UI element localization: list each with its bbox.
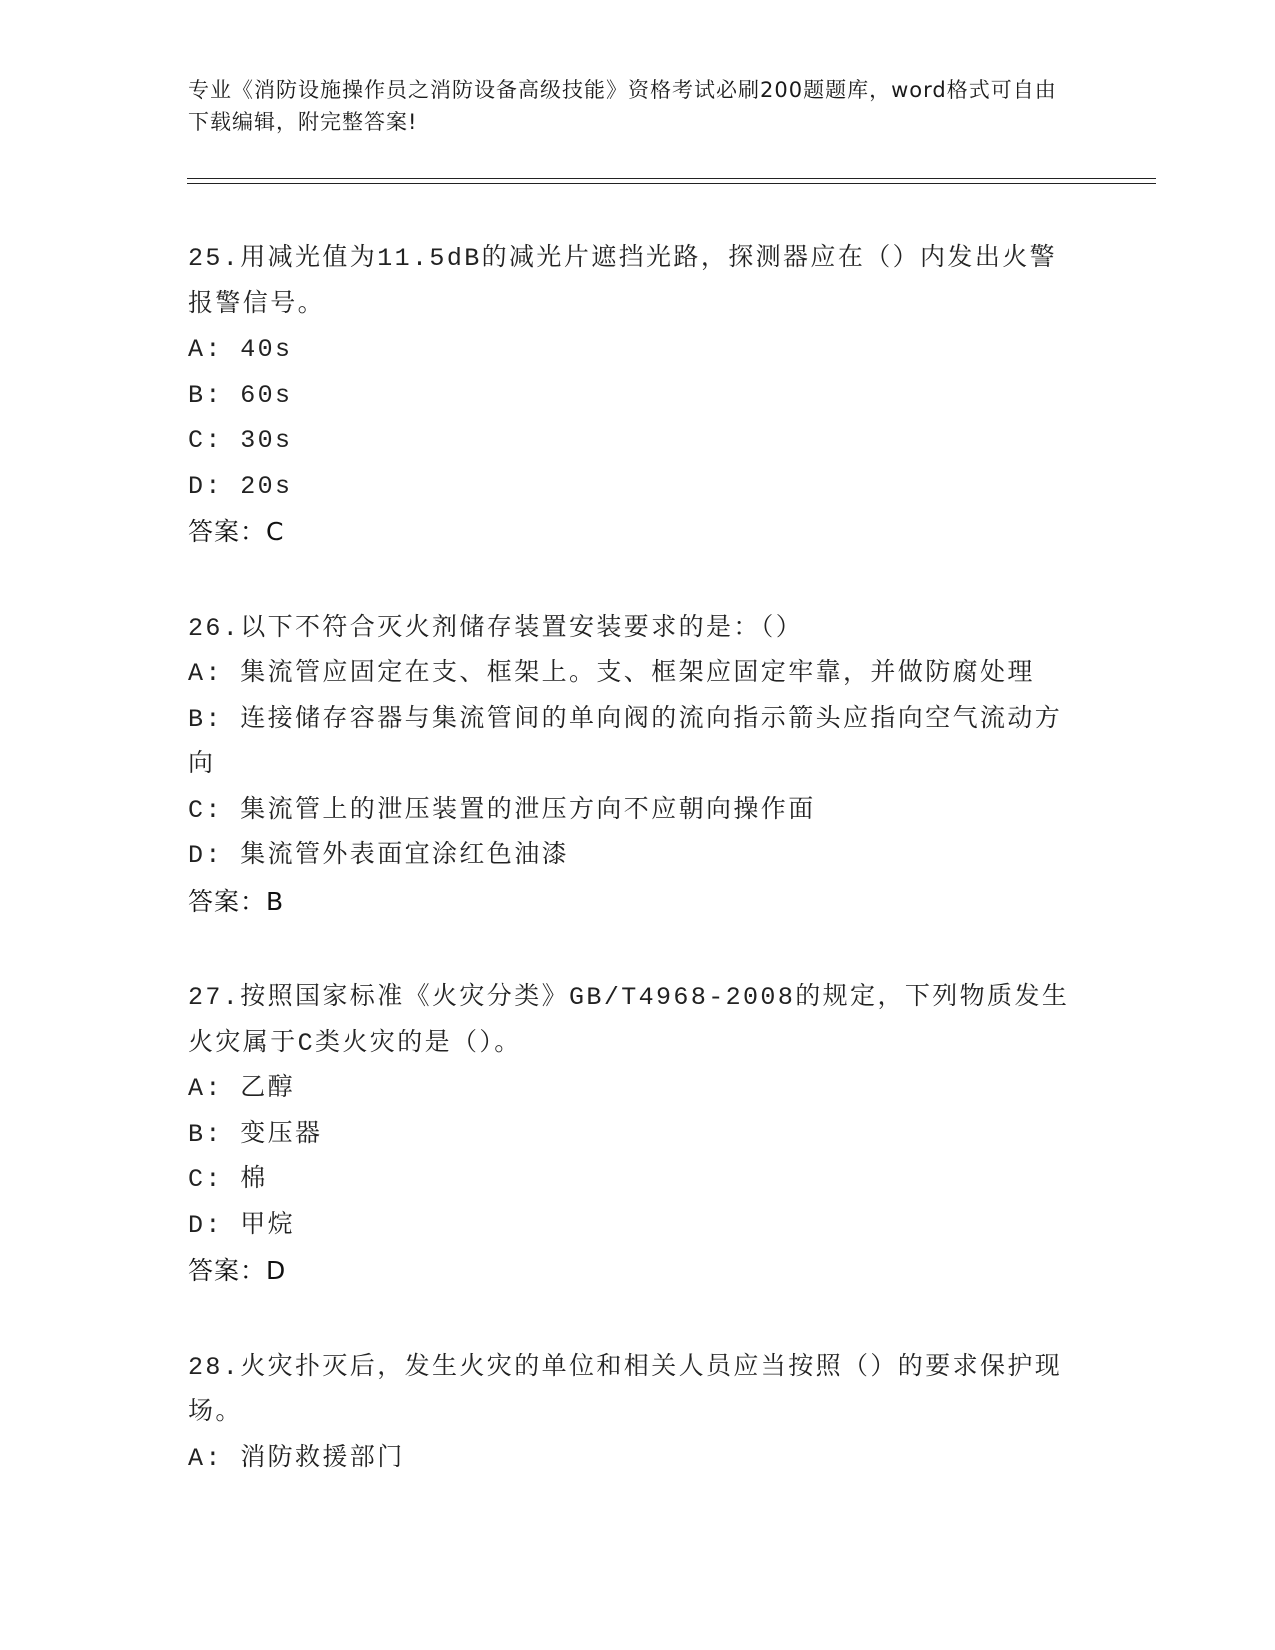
question-stem: 27.按照国家标准《火灾分类》GB/T4968-2008的规定，下列物质发生火灾属于C类火灾的是（）。 — [188, 983, 1070, 1058]
question-list — [188, 236, 1078, 1532]
question-26 — [188, 606, 1078, 925]
option-c: C: 集流管上的泄压装置的泄压方向不应朝向操作面 — [188, 795, 816, 825]
header-divider-top — [187, 178, 1156, 179]
document-header: 专业《消防设施操作员之消防设备高级技能》资格考试必刷200题题库，word格式可自由下载编辑，附完整答案! — [188, 78, 1057, 134]
option-c: C: 30s — [188, 426, 293, 455]
option-b: B: 变压器 — [188, 1119, 323, 1149]
option-c: C: 棉 — [188, 1165, 268, 1194]
question-25 — [188, 236, 1078, 555]
option-a: A: 乙醇 — [188, 1074, 296, 1103]
answer-line: 答案：C — [188, 517, 285, 546]
option-d: D: 甲烷 — [188, 1210, 296, 1240]
option-a: A: 消防救援部门 — [188, 1443, 405, 1473]
question-stem: 25.用减光值为11.5dB的减光片遮挡光路，探测器应在（）内发出火警报警信号。 — [188, 244, 1058, 319]
question-stem: 26.以下不符合灭火剂储存装置安装要求的是：（） — [188, 613, 804, 643]
option-b: B: 连接储存容器与集流管间的单向阀的流向指示箭头应指向空气流动方向 — [188, 704, 1063, 779]
question-stem: 28.火灾扑灭后，发生火灾的单位和相关人员应当按照（）的要求保护现场。 — [188, 1352, 1063, 1427]
option-a: A: 集流管应固定在支、框架上。支、框架应固定牢靠，并做防腐处理 — [188, 659, 1035, 688]
option-a: A: 40s — [188, 335, 293, 364]
answer-line: 答案：D — [188, 1256, 287, 1285]
question-27 — [188, 975, 1078, 1294]
option-b: B: 60s — [188, 380, 293, 410]
header-divider-bottom — [187, 183, 1156, 184]
question-28 — [188, 1345, 1078, 1482]
option-d: D: 集流管外表面宜涂红色油漆 — [188, 841, 570, 870]
answer-line: 答案：B — [188, 886, 285, 916]
option-d: D: 20s — [188, 471, 293, 501]
